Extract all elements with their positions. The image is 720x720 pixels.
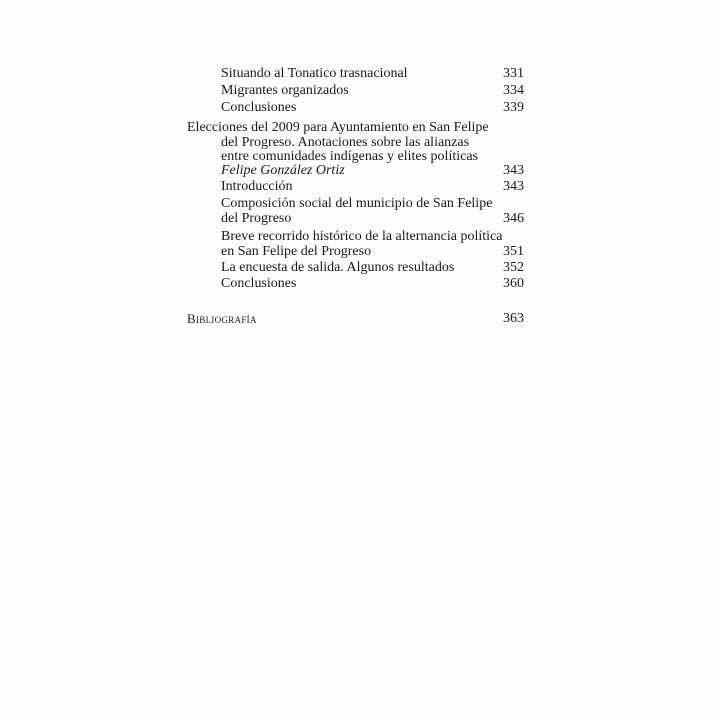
toc-entry-title: entre comunidades indígenas y elites políticas <box>221 149 478 164</box>
toc-entry <box>0 210 720 227</box>
toc-entry-page: 346 <box>503 211 524 226</box>
toc-entry-title: Conclusiones <box>221 276 297 291</box>
toc-entry-page: 363 <box>503 311 524 326</box>
toc-chapter-author <box>0 162 720 179</box>
toc-entry-title: en San Felipe del Progreso <box>221 244 372 259</box>
toc-entry-title: Breve recorrido histórico de la alternancia política <box>221 229 503 244</box>
toc-section-bibliography <box>0 310 720 327</box>
toc-entry <box>0 65 720 82</box>
toc-entry-title: Composición social del municipio de San Felipe <box>221 196 493 211</box>
toc-entry-page: 351 <box>503 244 524 259</box>
toc-entry-title: del Progreso <box>221 211 292 226</box>
toc-entry <box>0 99 720 116</box>
toc-entry <box>0 275 720 292</box>
toc-entry-page: 352 <box>503 260 524 275</box>
toc-entry-page: 360 <box>503 276 524 291</box>
toc-entry <box>0 82 720 99</box>
toc-entry-page: 339 <box>503 100 524 115</box>
toc-entry-page: 343 <box>503 179 524 194</box>
toc-entry-page: 331 <box>503 66 524 81</box>
toc-entry <box>0 259 720 276</box>
toc-entry-title: Introducción <box>221 179 293 194</box>
toc-entry-page: 334 <box>503 83 524 98</box>
toc-entry-title: Bibliografía <box>187 311 257 326</box>
toc-entry-title: Migrantes organizados <box>221 83 349 98</box>
toc-entry-title: del Progreso. Anotaciones sobre las alianzas <box>221 135 470 150</box>
toc-entry <box>0 178 720 195</box>
toc-entry-page: 343 <box>503 163 524 178</box>
toc-entry <box>0 243 720 260</box>
toc-entry-title: Conclusiones <box>221 100 297 115</box>
toc-entry-title: La encuesta de salida. Algunos resultados <box>221 260 455 275</box>
toc-author: Felipe González Ortiz <box>221 163 345 178</box>
toc-entry-title: Elecciones del 2009 para Ayuntamiento en San Felipe <box>187 120 489 135</box>
toc-entry-title: Situando al Tonatico trasnacional <box>221 66 408 81</box>
